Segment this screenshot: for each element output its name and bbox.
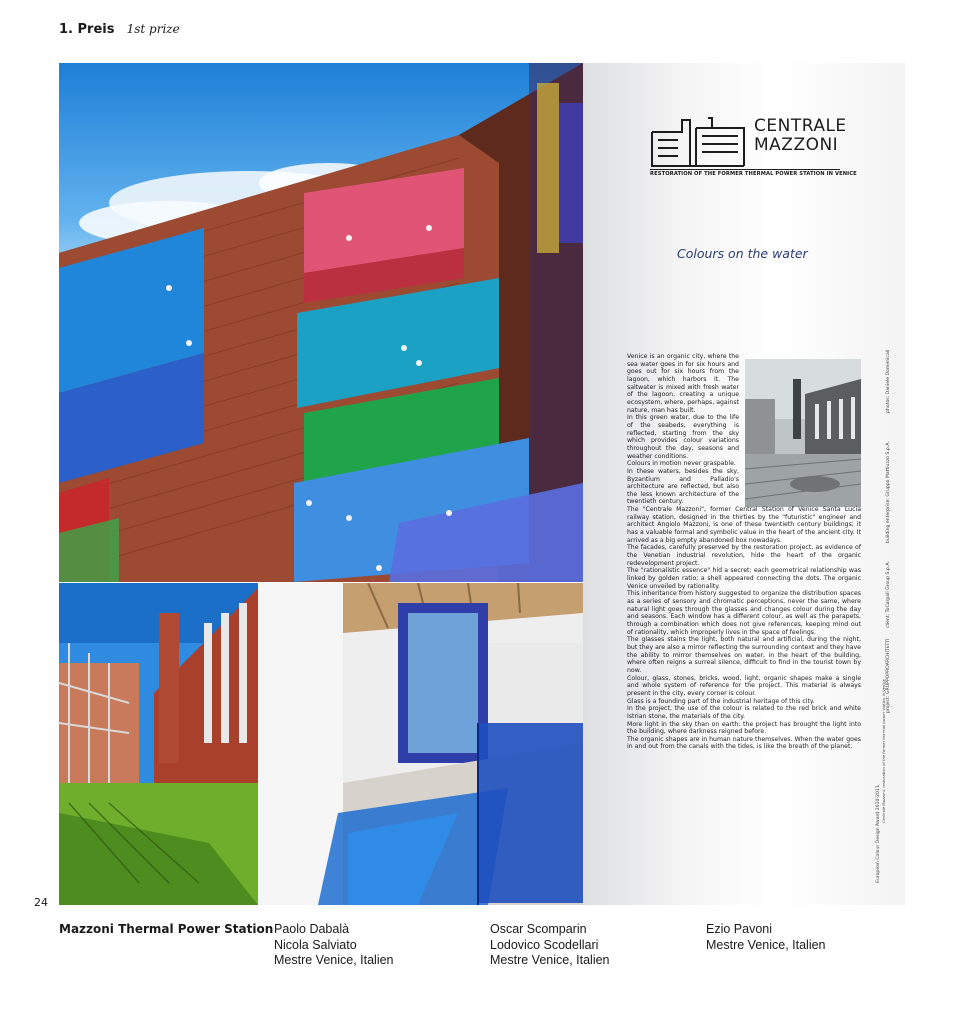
paragraph: The "rationalistic essence" hid a secret: each geometrical relationship was linked by golden ratio; a shell appeared connecting the dots. The organic Venice unveiled by rationality. <box>627 567 861 590</box>
credits-column-3 <box>706 922 826 953</box>
building-sketch-icon <box>648 112 748 170</box>
paragraph: This inheritance from history suggested to organize the distribution spaces as a series of sensory and chromatic perceptions, never the same, where natural light goes through the glasses and changes colour during the day and seasons. Each window has a different colour, as well as the parapets, through a combination which does not give references, keeping mind out of rationality, which improperly lives in the space of feelings. <box>627 590 861 636</box>
paragraph: Venice is an organic city, where the sea water goes in for six hours and goes out for six hours from the lagoon, which harbors it. The saltwater is mixed with fresh water of the lagoon, creating a unique ecosystem, where, perhaps, against nature, man has built. <box>627 353 740 414</box>
panel-subtitle: Colours on the water <box>677 246 808 261</box>
logo-title-line1: CENTRALE <box>754 116 847 136</box>
credits-column-2 <box>490 922 610 969</box>
paragraph: The organic shapes are in human nature themselves. When the water goes in and out from the canals with the tides, is like the breath of the planet. <box>627 735 861 751</box>
competition-poster <box>59 63 905 905</box>
credit-line: Mestre Venice, Italien <box>274 953 394 967</box>
page-header <box>59 22 180 37</box>
credit-line: Paolo Dabalà <box>274 922 350 936</box>
credits-column-1 <box>274 922 394 969</box>
paragraph: In the project, the use of the colour is related to the red brick and white Istrian stone, the materials of the city. <box>627 705 861 720</box>
credit-line: Ezio Pavoni <box>706 922 773 936</box>
paragraph: The glasses stains the light, both natural and artificial, during the night, but they are also a mirror reflecting the surrounding context and they have the ability to mirror themselves on water, in the heart of the building, where often reigns a surreal silence, difficult to find in the tourist town by now. <box>627 636 861 674</box>
logo-title-line2: MAZZONI <box>754 135 839 155</box>
paragraph: The facades, carefully preserved by the restoration project, as evidence of the Venetian industrial revolution, hide the heart of the organic redevelopment project. <box>627 544 861 567</box>
project-title: Mazzoni Thermal Power Station <box>59 922 274 936</box>
interior-photo <box>258 583 583 905</box>
paragraph: Glass is a founding part of the industrial heritage of this city. <box>627 697 815 705</box>
credit-award: European Colour Design Award 2010-2011 <box>876 785 881 883</box>
page-number: 24 <box>34 896 48 909</box>
description-panel <box>583 63 905 905</box>
paragraph: In this green water, due to the life of the seabeds, everything is reflected, starting from the sky which provides colour variations throughout the day, seasons and weather conditions. <box>627 414 739 460</box>
prize-rank-en: 1st prize <box>126 22 180 36</box>
courtyard-photo <box>59 583 258 905</box>
credit-line: Nicola Salviato <box>274 937 357 952</box>
facade-photo <box>59 63 583 582</box>
credit-line: Mestre Venice, Italien <box>706 937 826 952</box>
paragraph: Colour, glass, stones, bricks, wood, light, organic shapes make a single and whole system of reference for the project. This material is always present in the city, every corner is colour. <box>627 674 861 697</box>
credit-line: Lodovico Scodellari <box>490 937 599 952</box>
paragraph: The "Centrale Mazzoni", former Central Station of Venice Santa Lucia railway station, designed in the thirties by the "futuristic" engineer and architect Angiolo Mazzoni, is one of these twentieth century buildings; it has a valuable formal and symbolic value in the heart of the ancient city. It arrived as a big empty abandoned box nowadays. <box>627 506 861 544</box>
centrale-mazzoni-logo <box>646 108 857 180</box>
credit-project: project: GRUPPOPROARCHITETTI <box>886 638 891 713</box>
credit-title: Centrale Mazzoni, restoration of the former thermal power station in Venice <box>881 679 886 823</box>
logo-divider <box>650 169 840 170</box>
credit-photos: photos: Daniele Domenicali <box>886 349 891 413</box>
paragraph: More light in the sky than on earth: the project has brought the light into the building, where darkness reigned before. <box>627 720 861 736</box>
credit-client: client: ToCarpall Group S.p.A. <box>886 561 891 628</box>
credit-building: building enterprise: Gruppo Mattiuzzo S.p.A. <box>886 441 891 543</box>
prize-rank: 1. Preis <box>59 22 115 37</box>
credit-line: Mestre Venice, Italien <box>490 953 610 967</box>
credit-line: Oscar Scomparin <box>490 922 587 936</box>
paragraph: In these waters, besides the sky, Byzantium and Palladio's architecture are reflected, but also the less known architecture of the twentieth century. <box>627 467 739 506</box>
logo-subtitle: RESTORATION OF THE FORMER THERMAL POWER STATION IN VENICE <box>650 171 857 177</box>
description-text <box>627 353 861 823</box>
paragraph: Colours in motion never graspable. <box>627 460 736 468</box>
